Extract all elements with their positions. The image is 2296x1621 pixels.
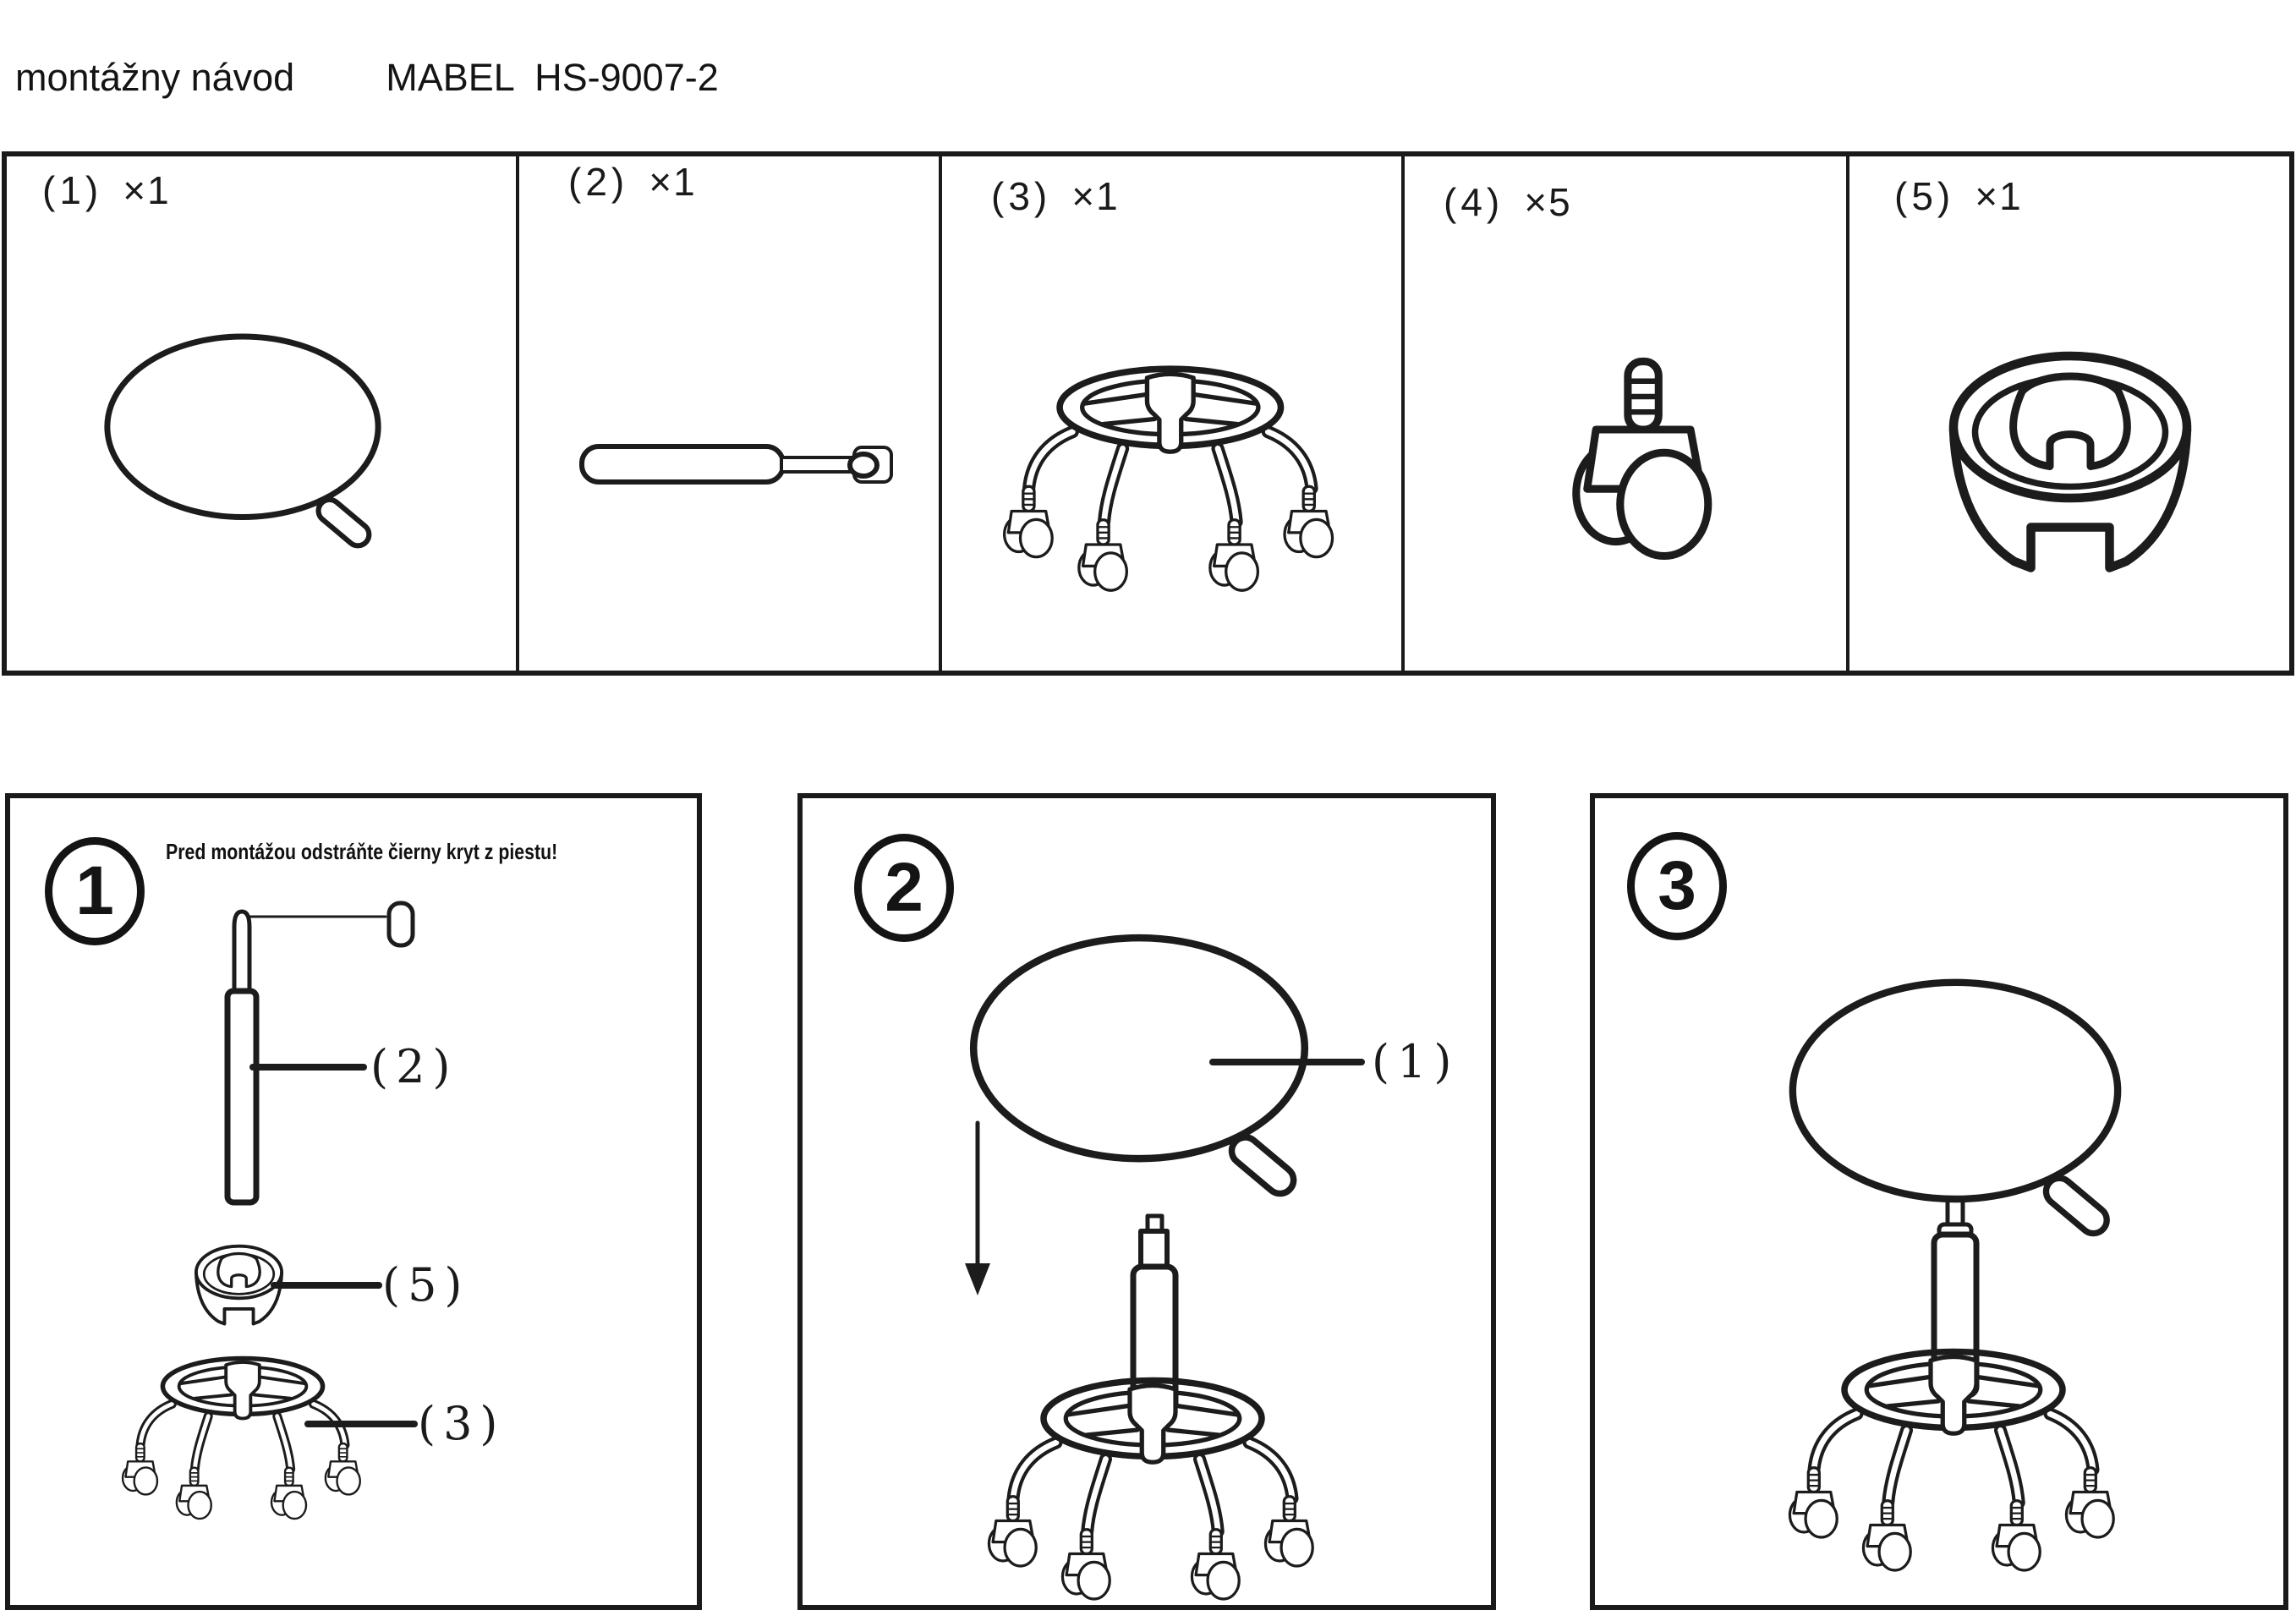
part-4-caster-drawing: [1576, 361, 1708, 556]
callout-seat: (1): [1372, 1035, 1460, 1088]
part-1-number: (1): [42, 168, 103, 212]
callout-gas-lift: (2): [370, 1040, 458, 1093]
page-title: montážny návod: [15, 56, 295, 99]
part-5-cone-drawing: [1954, 356, 2187, 568]
part-1-seat-drawing: [107, 337, 378, 550]
step-2-number-badge: 2: [854, 834, 954, 942]
step-2-diagram: [965, 938, 1362, 1599]
step-1-number-badge: 1: [45, 837, 145, 945]
part-1-qty: ×1: [123, 168, 171, 212]
model-number: MABEL HS-9007-2: [386, 56, 719, 99]
callout-cone: (5): [382, 1258, 470, 1312]
part-5-number: (5): [1894, 174, 1955, 218]
part-2-qty: ×1: [649, 160, 697, 204]
part-4-number: (4): [1444, 180, 1504, 224]
part-5-qty: ×1: [1975, 174, 2023, 218]
step-1-warning-note: Pred montážou odstráňte čierny kryt z piestu!: [166, 839, 558, 864]
step-3-diagram: [1789, 983, 2118, 1570]
black-cap-drawing: [389, 903, 413, 945]
part-3-number: (3): [991, 174, 1052, 218]
part-2-gas-lift-drawing: [582, 446, 891, 482]
down-arrow-icon: [965, 1263, 990, 1295]
step-3-number-badge: 3: [1627, 832, 1727, 940]
part-4-qty: ×5: [1524, 180, 1572, 224]
step-1-diagram: [123, 903, 414, 1519]
part-3-qty: ×1: [1071, 174, 1120, 218]
callout-base: (3): [418, 1397, 506, 1450]
part-2-number: (2): [568, 160, 629, 204]
part-3-wheel-base-drawing: [1005, 369, 1333, 590]
